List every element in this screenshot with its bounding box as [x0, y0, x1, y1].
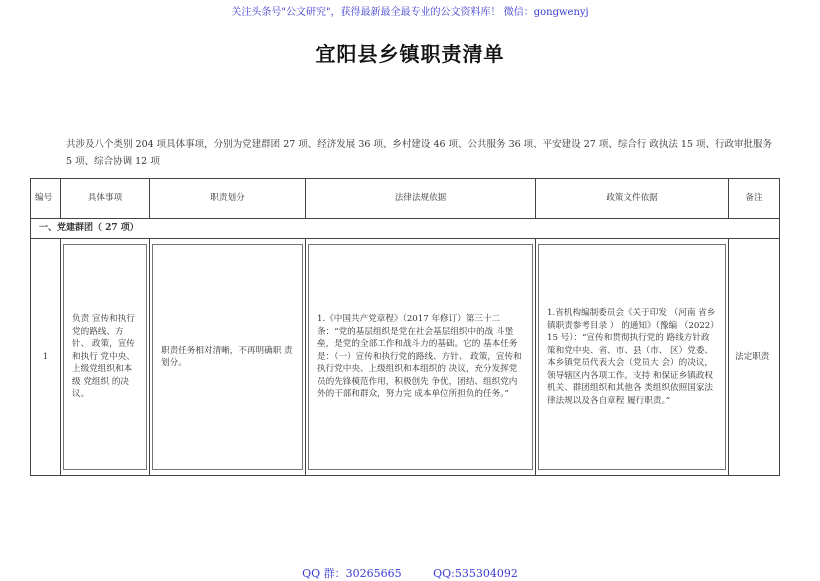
intro-paragraph: 共涉及八个类别 204 项具体事项，分别为党建群团 27 项、经济发展 36 项、乡村建设 46 项、公共服务 36 项、平安建设 27 项、综合行 政执法 15 项、行政审批服务 5 项、综合协调 12 项	[66, 139, 772, 167]
cell-num: 1	[31, 239, 61, 476]
page-title: 宜阳县乡镇职责清单	[315, 42, 505, 66]
header-num: 编号	[31, 179, 61, 219]
header-policy: 政策文件依据	[536, 179, 729, 219]
qq-number: QQ:535304092	[433, 567, 518, 580]
table-row	[31, 239, 780, 476]
cell-item-text: 负责 宣传和执行 党的路线、方针、 政策，宣传和执行 党中央、上级党组织和本级 党组织 的决议。	[63, 244, 147, 470]
cell-policy-text: 1.省机构编制委员会《关于印发 （河南 省乡镇职责参考目录 ） 的通知》（豫编 （2022）15 号）：“宣传和贯彻执行党的 路线方针政策和党中央、省、市、县（市、 区）党委、本乡镇党员代表大会（党员大 会）的决议，领导辖区内各项工作。支持 和保证乡镇政权机关、群团组织和其他各 类组织依照国家法律法规以及各自章程 履行职责。”	[538, 244, 726, 470]
qq-group: QQ 群：30265665	[302, 567, 402, 580]
section-row	[31, 219, 780, 239]
cell-policy	[536, 239, 729, 476]
cell-item	[61, 239, 150, 476]
watermark-banner: 关注头条号"公文研究"，获得最新最全最专业的公文资料库！ 微信：gongwenyj	[231, 7, 589, 18]
cell-remark: 法定职责	[729, 239, 780, 476]
header-remark: 备注	[729, 179, 780, 219]
duty-table	[30, 178, 780, 476]
cell-division	[150, 239, 306, 476]
cell-division-text: 职责任务相对清晰，不再明确职 责划分。	[152, 244, 303, 470]
section-title: 一、党建群团（ 27 项）	[31, 219, 780, 239]
cell-law	[306, 239, 536, 476]
header-division: 职责划分	[150, 179, 306, 219]
header-law: 法律法规依据	[306, 179, 536, 219]
footer-contact	[0, 565, 820, 581]
table-header-row	[31, 179, 780, 219]
header-item: 具体事项	[61, 179, 150, 219]
cell-law-text: 1.《中国共产党章程》（2017 年修订）第三十二 条：“党的基层组织是党在社会基层组织中的战 斗堡垒，是党的全部工作和战斗力的基础。它的 基本任务是：（一）宣传和执行党的路线、方针、 政策，宣传和执行党中央、上级组织和本组织的 决议，充分发挥党员的先锋模范作用，积极创先 争优，团结、组织党内外的干部和群众，努力完 成本单位所担负的任务。”	[308, 244, 533, 470]
